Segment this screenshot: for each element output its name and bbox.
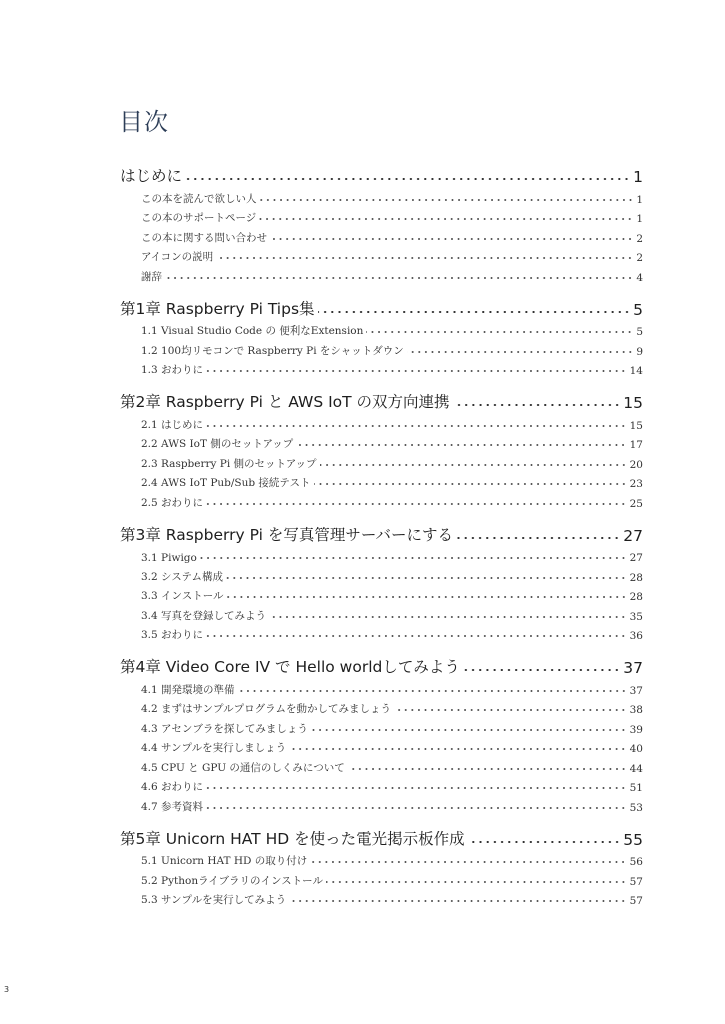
toc-chapter-heading[interactable]	[120, 655, 643, 677]
toc-page-number: 9	[636, 345, 643, 358]
toc-entry[interactable]	[120, 186, 643, 206]
toc-entry[interactable]	[120, 338, 643, 358]
toc-entry-label: この本のサポートページ	[141, 212, 257, 224]
dot-leader	[453, 403, 621, 407]
toc-page-number: 20	[629, 458, 643, 471]
toc-entry-label: 4.5 CPU と GPU の通信のしくみについて	[141, 761, 345, 774]
toc-entry[interactable]	[120, 888, 643, 908]
toc-entry-label: 4.4 サンプルを実行しましょう	[141, 742, 287, 754]
table-of-contents	[120, 164, 643, 920]
toc-page-number: 15	[629, 419, 643, 432]
toc-entry[interactable]	[120, 206, 643, 226]
toc-entry-label: 5.2 Pythonライブラリのインストール	[141, 874, 323, 887]
toc-entry-label: この本を読んで欲しい人	[141, 192, 257, 205]
toc-heading-label: 第2章 Raspberry Pi と AWS IoT の双方向連携	[120, 393, 450, 411]
toc-entry-label: 1.2 100均リモコンで Raspberry Pi をシャットダウン	[141, 344, 404, 357]
dot-leader	[165, 276, 633, 280]
toc-page-number: 5	[636, 326, 643, 338]
toc-page-number: 35	[629, 610, 643, 623]
toc-entry[interactable]	[120, 603, 643, 623]
toc-chapter-heading[interactable]	[120, 523, 643, 545]
toc-entry[interactable]	[120, 584, 643, 604]
dot-leader	[216, 256, 633, 260]
dot-leader	[326, 880, 627, 884]
toc-entry[interactable]	[120, 245, 643, 265]
toc-section	[120, 827, 643, 908]
toc-page-number: 4	[636, 271, 643, 284]
dot-leader	[226, 576, 627, 580]
toc-entry-label: 5.3 サンプルを実行してみよう	[141, 894, 287, 906]
toc-entry-label: 2.1 はじめに	[141, 418, 204, 431]
toc-entry-label: アイコンの説明	[141, 251, 214, 263]
toc-page-number: 57	[629, 895, 643, 907]
toc-entry[interactable]	[120, 794, 643, 814]
toc-entry[interactable]	[120, 677, 643, 697]
toc-page-number: 27	[629, 552, 643, 564]
toc-entry[interactable]	[120, 716, 643, 736]
dot-leader	[289, 747, 627, 751]
toc-entry-label: 4.1 開発環境の準備	[141, 683, 235, 696]
toc-heading-label: 第5章 Unicorn HAT HD を使った電光掲示板作成	[120, 829, 465, 848]
toc-entry[interactable]	[120, 868, 643, 888]
toc-entry-label: 4.3 アセンブラを探してみましょう	[141, 722, 308, 735]
toc-entry[interactable]	[120, 775, 643, 795]
toc-entry[interactable]	[120, 471, 643, 491]
toc-entry[interactable]	[120, 564, 643, 584]
toc-chapter-heading[interactable]	[120, 827, 643, 849]
toc-page-number: 39	[629, 723, 643, 736]
toc-entry-label: 1.3 おわりに	[141, 364, 204, 376]
dot-leader	[310, 860, 626, 864]
toc-entry-label: 3.3 インストール	[141, 590, 224, 602]
dot-leader	[311, 728, 627, 732]
dot-leader	[366, 330, 633, 334]
dot-leader	[463, 668, 620, 672]
toc-page-number: 38	[629, 704, 643, 716]
toc-page-number: 27	[623, 526, 643, 545]
toc-page-number: 17	[629, 439, 643, 451]
dot-leader	[270, 237, 633, 241]
dot-leader	[260, 198, 634, 202]
toc-chapter-heading[interactable]	[120, 164, 643, 186]
dot-leader	[206, 502, 627, 506]
dot-leader	[269, 615, 627, 619]
toc-entry-label: 4.2 まずはサンプルプログラムを動かしてみましょう	[141, 703, 391, 715]
toc-page-number: 28	[629, 591, 643, 603]
toc-chapter-heading[interactable]	[120, 390, 643, 412]
toc-entry-label: 2.2 AWS IoT 側のセットアップ	[141, 438, 294, 450]
dot-leader	[206, 369, 627, 373]
dot-leader	[206, 786, 627, 790]
toc-entry[interactable]	[120, 264, 643, 284]
dot-leader	[206, 806, 627, 810]
toc-entry-label: 4.7 参考資料	[141, 800, 204, 813]
dot-leader	[206, 424, 627, 428]
dot-leader	[394, 708, 627, 712]
dot-leader	[200, 556, 627, 560]
toc-entry-label: 3.4 写真を登録してみよう	[141, 609, 267, 622]
toc-page-number: 14	[629, 365, 643, 377]
toc-entry[interactable]	[120, 358, 643, 378]
page-number: 3	[4, 985, 10, 994]
toc-page-number: 2	[636, 252, 643, 264]
dot-leader	[318, 310, 631, 314]
toc-entry[interactable]	[120, 736, 643, 756]
toc-entry-label: 謝辞	[141, 270, 162, 283]
toc-entry-label: 3.2 システム構成	[141, 570, 223, 583]
toc-entry[interactable]	[120, 412, 643, 432]
toc-entry[interactable]	[120, 490, 643, 510]
toc-entry[interactable]	[120, 319, 643, 339]
toc-entry[interactable]	[120, 755, 643, 775]
toc-page-number: 44	[629, 762, 643, 775]
toc-entry[interactable]	[120, 451, 643, 471]
toc-page-number: 56	[629, 856, 643, 868]
toc-page-number: 23	[629, 478, 643, 490]
toc-page-number: 28	[629, 571, 643, 584]
toc-page-number: 53	[629, 801, 643, 814]
toc-page-number: 1	[633, 168, 643, 186]
toc-entry-label: 2.5 おわりに	[141, 496, 204, 509]
toc-page-number: 2	[636, 232, 643, 245]
dot-leader	[238, 689, 627, 693]
toc-section	[120, 297, 643, 378]
toc-entry[interactable]	[120, 225, 643, 245]
toc-entry-label: 2.4 AWS IoT Pub/Sub 接続テスト	[141, 477, 311, 489]
toc-page-number: 37	[629, 684, 643, 697]
toc-page-number: 55	[623, 830, 643, 849]
dot-leader	[185, 177, 630, 181]
toc-section	[120, 390, 643, 510]
dot-leader	[320, 463, 627, 467]
dot-leader	[296, 443, 626, 447]
page-title: 目次	[119, 108, 169, 136]
toc-entry-label: 3.1 Piwigo	[141, 552, 197, 564]
toc-entry[interactable]	[120, 697, 643, 717]
toc-entry-label: 2.3 Raspberry Pi 側のセットアップ	[141, 457, 317, 470]
dot-leader	[468, 840, 621, 844]
dot-leader	[259, 217, 633, 221]
dot-leader	[456, 536, 620, 540]
toc-entry[interactable]	[120, 545, 643, 565]
toc-chapter-heading[interactable]	[120, 297, 643, 319]
toc-page-number: 37	[623, 659, 643, 677]
toc-section	[120, 523, 643, 643]
dot-leader	[206, 634, 627, 638]
dot-leader	[348, 767, 627, 771]
toc-section	[120, 164, 643, 284]
toc-page-number: 1	[636, 193, 643, 206]
toc-entry[interactable]	[120, 623, 643, 643]
toc-page-number: 40	[629, 743, 643, 755]
toc-page-number: 36	[629, 630, 643, 642]
dot-leader	[314, 482, 627, 486]
toc-entry[interactable]	[120, 849, 643, 869]
toc-heading-label: はじめに	[120, 167, 183, 185]
toc-page-number: 51	[629, 782, 643, 794]
toc-page-number: 25	[629, 497, 643, 510]
toc-heading-label: 第3章 Raspberry Pi を写真管理サーバーにする	[120, 525, 454, 544]
toc-heading-label: 第1章 Raspberry Pi Tips集	[120, 299, 315, 318]
dot-leader	[407, 350, 634, 354]
toc-page-number: 1	[636, 213, 643, 225]
toc-entry-label: 4.6 おわりに	[141, 781, 204, 793]
toc-entry-label: 3.5 おわりに	[141, 629, 204, 641]
toc-entry-label: この本に関する問い合わせ	[141, 231, 267, 244]
toc-entry-label: 5.1 Unicorn HAT HD の取り付け	[141, 855, 308, 867]
toc-entry-label: 1.1 Visual Studio Code の 便利なExtension	[141, 325, 364, 337]
toc-section	[120, 655, 643, 814]
toc-page-number: 5	[633, 300, 643, 319]
toc-page-number: 57	[629, 875, 643, 888]
dot-leader	[227, 595, 627, 599]
toc-entry[interactable]	[120, 432, 643, 452]
toc-heading-label: 第4章 Video Core IV で Hello worldしてみよう	[120, 658, 460, 676]
dot-leader	[289, 899, 627, 903]
toc-page-number: 15	[623, 394, 643, 412]
